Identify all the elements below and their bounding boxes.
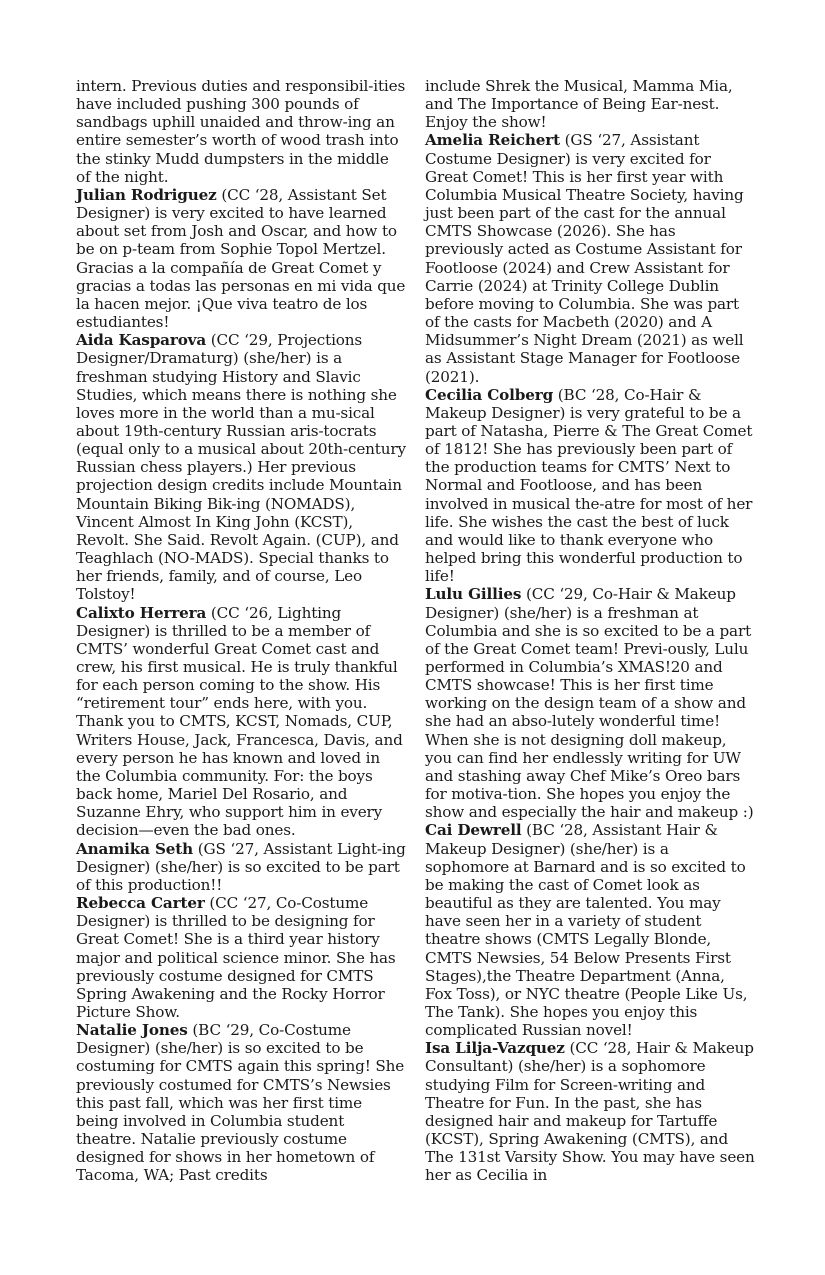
- bio-name: Julian Rodriguez: [76, 185, 217, 204]
- bio-entry: [76, 894, 406, 1021]
- bio-entry: [76, 186, 406, 331]
- bio-entry: [425, 1039, 755, 1184]
- bio-entry: [425, 386, 755, 586]
- bio-name: Rebecca Carter: [76, 894, 205, 913]
- continuation-text: intern. Previous duties and responsibil-ities have included pushing 300 pounds of sandbags uphill unaided and throw-ing an entire semester’s worth of wood trash into the stinky Mudd dumpsters in the middle of the night.: [76, 77, 406, 186]
- bio-entry: [76, 331, 406, 603]
- bio-name: Aida Kasparova: [76, 331, 207, 350]
- bio-entry: [76, 1021, 406, 1184]
- bio-entry: [76, 840, 406, 894]
- bio-name: Isa Lilja-Vazquez: [425, 1039, 565, 1058]
- bio-text: (CC ‘26, Lighting Designer) is thrilled to be a member of CMTS’ wonderful Great Comet cast and crew, his first musical. He is truly thankful for each person coming to the show. His “retirement tour” ends here, with you. Thank you to CMTS, KCST, Nomads, CUP, Writers House, Jack, Francesca, Davis, and every person he has known and loved in the Columbia community. For: the boys back home, Mariel Del Rosario, and Suzanne Ehry, who support him in every decision—even the bad ones.: [76, 603, 403, 840]
- bio-text: (CC ‘28, Hair & Makeup Consultant) (she/her) is a sophomore studying Film for Screen-writing and Theatre for Fun. In the past, she has designed hair and makeup for Tartuffe (KCST), Spring Awakening (CMTS), and The 131st Varsity Show. You may have seen her as Cecilia in: [425, 1039, 755, 1185]
- bio-text: (BC ‘28, Assistant Hair & Makeup Designer) (she/her) is a sophomore at Barnard and is so excited to be making the cast of Comet look as beautiful as they are talented. You may have seen her in a variety of student theatre shows (CMTS Legally Blonde, CMTS Newsies, 54 Below Presents First Stages),the Theatre Department (Anna, Fox Toss), or NYC theatre (People Like Us, The Tank). She hopes you enjoy this complicated Russian novel!: [425, 821, 748, 1040]
- bio-entry: [425, 821, 755, 1039]
- bio-entry: [425, 585, 755, 821]
- bio-continuation: [425, 77, 755, 131]
- bio-text: (CC ‘28, Assistant Set Designer) is very excited to have learned about set from Josh and Oscar, and how to be on p-team from Sophie Topol Mertzel. Gracias a la compañía de Great Comet y gracias a todas las personas en mi vida que la hacen mejor. ¡Que viva teatro de los estudiantes!: [76, 185, 406, 332]
- bio-continuation: [76, 77, 406, 186]
- bio-text: (BC ‘29, Co-Costume Designer) (she/her) is so excited to be costuming for CMTS again this spring! She previously costumed for CMTS’s Newsies this past fall, which was her first time being involved in Columbia student theatre. Natalie previously costume designed for shows in her hometown of Tacoma, WA; Past credits: [76, 1021, 405, 1185]
- bio-text: (BC ‘28, Co-Hair & Makeup Designer) is very grateful to be a part of Natasha, Pierre & The Great Comet of 1812! She has previously been part of the production teams for CMTS’ Next to Normal and Footloose, and has been involved in musical the-atre for most of her life. She wishes the cast the best of luck and would like to thank everyone who helped bring this wonderful production to life!: [425, 385, 753, 586]
- bio-name: Natalie Jones: [76, 1021, 188, 1040]
- bio-text: (GS ‘27, Assistant Light-ing Designer) (she/her) is so excited to be part of this production!!: [76, 839, 406, 894]
- bio-name: Cecilia Colberg: [425, 385, 554, 404]
- bio-entry: [425, 131, 755, 385]
- bio-entry: [76, 604, 406, 840]
- right-column: [425, 77, 755, 1185]
- bio-name: Lulu Gillies: [425, 585, 522, 604]
- bio-text: (CC ‘27, Co-Costume Designer) is thrilled to be designing for Great Comet! She is a third year history major and political science minor. She has previously costume designed for CMTS Spring Awakening and the Rocky Horror Picture Show.: [76, 894, 396, 1021]
- bio-name: Cai Dewrell: [425, 821, 522, 840]
- bio-text: (CC ‘29, Co-Hair & Makeup Designer) (she/her) is a freshman at Columbia and she is so excited to be a part of the Great Comet team! Previ-ously, Lulu performed in Columbia’s XMAS!20 and CMTS showcase! This is her first time working on the design team of a show and she had an abso-lutely wonderful time! When she is not designing doll makeup, you can find her endlessly writing for UW and stashing away Chef Mike’s Oreo bars for motiva-tion. She hopes you enjoy the show and especially the hair and makeup :): [425, 585, 754, 822]
- bio-text: (CC ‘29, Projections Designer/Dramaturg) (she/her) is a freshman studying History and Slavic Studies, which means there is nothing she loves more in the world than a mu-sical about 19th-century Russian aris-tocrats (equal only to a musical about 20th-century Russian chess players.) Her previous projection design credits include Mountain Mountain Biking Bik-ing (NOMADS), Vincent Almost In King John (KCST), Revolt. She Said. Revolt Again. (CUP), and Teaghlach (NO-MADS). Special thanks to her friends, family, and of course, Leo Tolstoy!: [76, 331, 406, 604]
- bio-name: Anamika Seth: [76, 839, 194, 858]
- continuation-text: include Shrek the Musical, Mamma Mia, and The Importance of Being Ear-nest. Enjoy the show!: [425, 77, 733, 132]
- bio-name: Calixto Herrera: [76, 603, 207, 622]
- bio-text: (GS ‘27, Assistant Costume Designer) is very excited for Great Comet! This is her first year with Columbia Musical Theatre Society, having just been part of the cast for the annual CMTS Showcase (2026). She has previously acted as Costume Assistant for Footloose (2024) and Crew Assistant for Carrie (2024) at Trinity College Dublin before moving to Columbia. She was part of the casts for Macbeth (2020) and A Midsummer’s Night Dream (2021) as well as Assistant Stage Manager for Footloose (2021).: [425, 131, 744, 386]
- left-column: [76, 77, 406, 1185]
- bio-name: Amelia Reichert: [425, 131, 560, 150]
